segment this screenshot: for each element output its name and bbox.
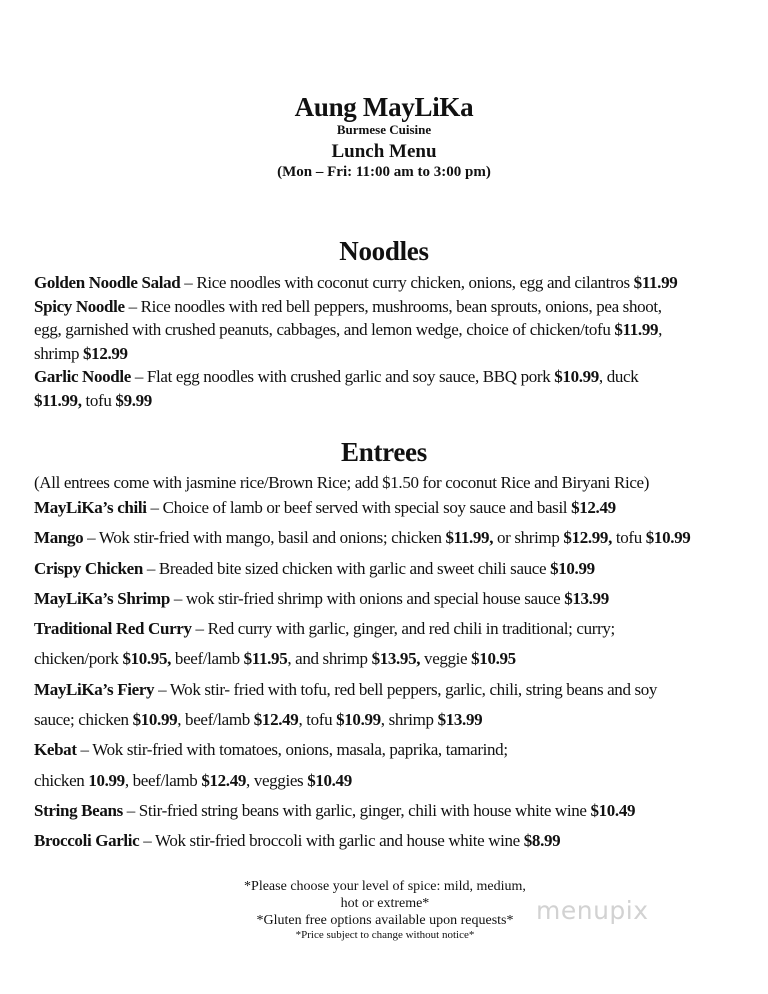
entrees-note: (All entrees come with jasmine rice/Brown Rice; add $1.50 for coconut Rice and Biryani Rice) (34, 473, 650, 492)
menu-line (34, 557, 768, 587)
watermark-logo: menupix (536, 896, 649, 925)
cuisine-subtitle: Burmese Cuisine (336, 122, 432, 137)
menu-bold-text: MayLiKa’s Fiery (34, 679, 155, 699)
menu-bold-text: $13.95, (371, 649, 421, 669)
menu-text: chicken/pork (34, 649, 123, 669)
menu-text: – wok stir-fried shrimp with onions and special house sauce (169, 588, 565, 608)
menu-bold-text: $10.99 (554, 367, 599, 387)
menu-line (34, 738, 768, 768)
menu-bold-text: Mango (34, 528, 84, 548)
menu-line (34, 526, 768, 556)
menu-text: , beef/lamb (124, 770, 202, 790)
menu-text: , and shrimp (287, 649, 372, 669)
menu-text: – Flat egg noodles with crushed garlic and soy sauce, BBQ pork (130, 367, 555, 387)
menu-bold-text: $12.99, (563, 528, 612, 548)
menu-bold-text: $10.49 (590, 800, 636, 820)
menu-text: chicken (34, 770, 89, 790)
menu-text: – Wok stir-fried with mango, basil and onions; chicken (83, 528, 446, 548)
menu-line (34, 496, 768, 526)
menu-text: , beef/lamb (177, 710, 254, 730)
menu-bold-text: $11.99, (34, 390, 82, 410)
menu-bold-text: Traditional Red Curry (34, 619, 192, 639)
footer-notes (180, 878, 590, 942)
menu-text: – Rice noodles with red bell peppers, mushrooms, bean sprouts, onions, pea shoot, (124, 296, 662, 316)
menu-bold-text: Spicy Noodle (34, 296, 125, 316)
menu-bold-text: $10.95, (122, 649, 172, 669)
menu-text: – Breaded bite sized chicken with garlic and sweet chili sauce (142, 558, 551, 578)
menu-bold-text: Broccoli Garlic (34, 831, 140, 851)
restaurant-name: Aung MayLiKa (294, 92, 474, 122)
menu-line (34, 587, 768, 617)
noodles-heading: Noodles (339, 236, 429, 266)
menu-bold-text: $12.49 (571, 498, 616, 517)
menu-text: beef/lamb (171, 649, 244, 669)
menu-line (34, 271, 768, 295)
menu-bold-text: $9.99 (115, 390, 152, 410)
entrees-section (34, 471, 768, 860)
menu-bold-text: MayLiKa’s chili (34, 498, 147, 517)
menu-text: egg, garnished with crushed peanuts, cabbages, and lemon wedge, choice of chicken/tofu (34, 320, 615, 340)
menu-line (34, 342, 768, 366)
menu-bold-text: $13.99 (564, 588, 609, 608)
menu-text: tofu (81, 390, 116, 410)
menu-name: Lunch Menu (331, 141, 437, 162)
menu-bold-text: $10.99 (645, 528, 691, 548)
menu-bold-text: $13.99 (437, 710, 483, 730)
menu-text: veggie (420, 649, 472, 669)
menu-line (34, 799, 768, 829)
menu-text: – Choice of lamb or beef served with special soy sauce and basil (146, 498, 572, 517)
menu-bold-text: Crispy Chicken (34, 558, 143, 578)
menu-bold-text: $10.99 (550, 558, 595, 578)
menu-bold-text: 10.99 (88, 770, 125, 790)
menu-text: sauce; chicken (34, 710, 133, 730)
menu-text: – Wok stir-fried with tomatoes, onions, masala, paprika, tamarind; (76, 740, 508, 760)
menu-bold-text: Garlic Noodle (34, 367, 131, 387)
menu-bold-text: MayLiKa’s Shrimp (34, 588, 170, 608)
spice-note: *Please choose your level of spice: mild, medium, (244, 879, 526, 894)
menu-text: – Rice noodles with coconut curry chicken, onions, egg and cilantros (180, 273, 634, 292)
menu-line (34, 678, 768, 708)
menu-line (34, 617, 768, 647)
entrees-heading: Entrees (341, 437, 427, 467)
menu-line (34, 708, 768, 738)
menu-bold-text: $11.99, (445, 528, 494, 548)
menu-bold-text: Kebat (34, 740, 77, 760)
menu-text: – Red curry with garlic, ginger, and red chili in traditional; curry; (191, 619, 615, 639)
menu-bold-text: $10.99 (132, 710, 178, 730)
menu-bold-text: $11.99 (614, 320, 659, 340)
menu-text: shrimp (34, 343, 84, 363)
menu-text: – Stir-fried string beans with garlic, ginger, chili with house white wine (122, 800, 591, 820)
price-note: *Price subject to change without notice* (295, 929, 475, 941)
menu-line (34, 295, 768, 319)
menu-hours: (Mon – Fri: 11:00 am to 3:00 pm) (277, 164, 491, 180)
menu-bold-text: $11.95 (243, 649, 288, 669)
menu-bold-text: $11.99 (633, 273, 678, 292)
menu-line (34, 829, 768, 859)
menu-text: tofu (611, 528, 646, 548)
menu-text: , (658, 320, 663, 340)
menu-text: or shrimp (493, 528, 564, 548)
menu-bold-text: String Beans (34, 800, 123, 820)
menu-bold-text: $12.99 (83, 343, 128, 363)
menu-bold-text: Golden Noodle Salad (34, 273, 181, 292)
menu-text: , duck (598, 367, 639, 387)
menu-line (34, 647, 768, 677)
menu-text: – Wok stir- fried with tofu, red bell peppers, garlic, chili, string beans and soy (154, 679, 658, 699)
gluten-note: *Gluten free options available upon requests* (256, 913, 514, 928)
noodles-section (34, 271, 768, 413)
menu-text: , shrimp (380, 710, 438, 730)
menu-bold-text: $10.49 (307, 770, 352, 790)
menu-line (34, 769, 768, 799)
menu-bold-text: $12.49 (201, 770, 247, 790)
menu-line (34, 318, 768, 342)
menu-text: – Wok stir-fried broccoli with garlic and house white wine (139, 831, 524, 851)
menu-bold-text: $8.99 (523, 831, 561, 851)
menu-bold-text: $10.99 (336, 710, 381, 730)
menu-text: , tofu (298, 710, 337, 730)
menu-bold-text: $12.49 (253, 710, 299, 730)
spice-note-cont: hot or extreme* (340, 896, 430, 911)
menu-bold-text: $10.95 (471, 649, 516, 669)
menu-line (34, 389, 768, 413)
menu-line (34, 365, 768, 389)
menu-text: , veggies (246, 770, 308, 790)
